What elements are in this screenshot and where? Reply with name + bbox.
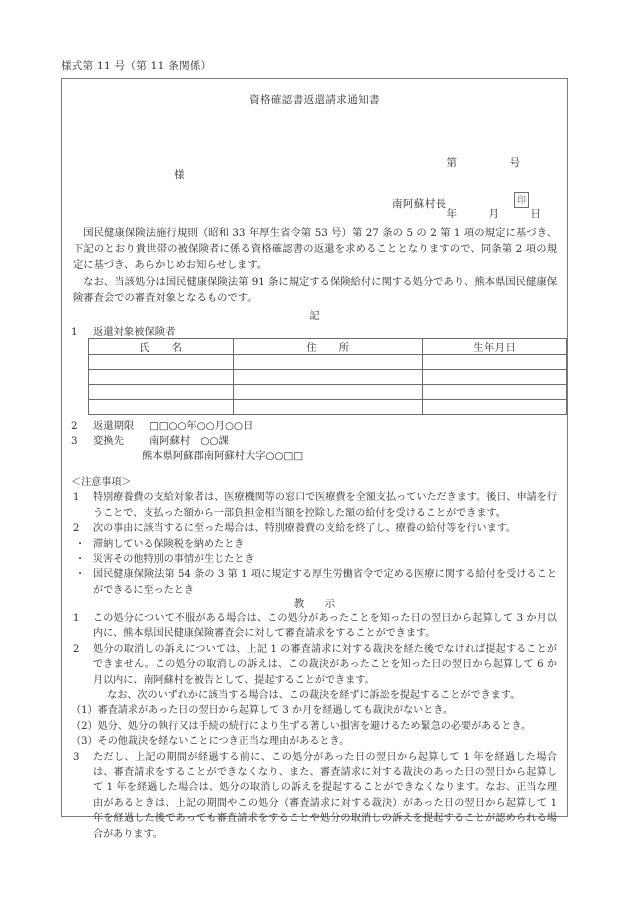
section2-value: □□○○年○○月○○日 [149,420,254,432]
notes-item-marker: 2 [73,523,80,535]
bullet-marker-icon: ・ [75,554,86,566]
instructions-sub-item [71,703,557,718]
insured-persons-table [88,338,567,415]
cell-birthdate[interactable] [423,370,567,385]
ki-marker: 記 [309,310,320,322]
issuer-name: 南阿蘇村長 [392,198,447,210]
instructions-item [71,642,557,688]
seal-stamp-box: 印 [514,192,529,208]
column-header-name: 氏 名 [89,339,234,355]
document-frame [61,78,568,840]
column-header-address: 住 所 [233,339,423,355]
section3-label: 変換先 [93,435,124,447]
form-number-label: 様式第 11 号（第 11 条関係） [61,60,212,72]
table-row[interactable] [89,400,567,415]
section1-heading [71,323,175,338]
issue-date-line: 年 月 日 [446,208,541,220]
sub-item-text: その他裁決を経ないことにつき正当な理由があるとき。 [97,736,350,748]
instructions-item [71,611,557,642]
notes-item [71,490,557,521]
cell-name[interactable] [89,355,234,370]
notes-item-marker: 1 [73,492,80,504]
instructions-item-marker: 2 [73,643,80,655]
page-title: 資格確認書返還請求通知書 [249,94,380,106]
section3-address: 熊本県阿蘇郡南阿蘇村大字○○□□ [142,450,303,462]
body-text-block [73,225,557,306]
section2-number: 2 [71,420,78,432]
cell-address[interactable] [233,370,423,385]
notes-bullet [71,567,557,598]
notes-item [71,521,557,536]
instructions-item-text: ただし、上記の期間が経過する前に、この処分があった日の翌日から起算して 1 年を経過した場合は、審査請求をすることができなくなり、また、審査請求に対する裁決のあった日の翌日から起算して 1 年を経過した場合は、処分の取消しの訴えを提起することができなくなります。なお、正当な理由があるときは、上記の期間やこの処分（審査請求に対する裁決）があった日の翌日から起算して 1 年を経過した後であっても審査請求をすることや処分の取消しの訴えを提起することが認められる場合があります。 [93,751,557,840]
notes-item-text: 次の事由に該当するに至った場合は、特別療養費の支給を終了し、療養の給付等を行います。 [93,523,517,535]
sub-item-text: 処分、処分の執行又は手続の続行により生ずる著しい損害を避けるため緊急の必要があるとき。 [97,720,532,732]
cell-address[interactable] [233,385,423,400]
table-row[interactable] [89,355,567,370]
instructions-heading: 教 示 [293,598,336,610]
sub-item-text: 審査請求があった日の翌日から起算して 3 か月を経過しても裁決がないとき。 [97,705,454,717]
document-frame-inner [62,79,567,840]
column-header-birthdate: 生年月日 [423,339,567,355]
issue-number-line: 第 号 [446,157,520,169]
bullet-marker-icon: ・ [75,569,86,581]
section3-value: 南阿蘇村 ○○課 [149,435,229,447]
body-paragraph-1: 国民健康保険法施行規則（昭和 33 年厚生省令第 53 号）第 27 条の 5 の 2 第 1 項の規定に基づき、下記のとおり貴世帯の被保険者に係る資格確認書の返還を求めることとなりますので、同条第 2 項の規定に基づき、あらかじめお知らせします。 [73,227,557,272]
instructions-item [71,750,557,842]
table-row[interactable] [89,370,567,385]
instructions-sub-item [71,734,557,749]
notes-bullet-text: 国民健康保険法第 54 条の 3 第 1 項に規定する厚生労働省令で定める医療に関する給付を受けることができるに至ったとき [93,569,557,596]
section1-number: 1 [71,326,78,338]
cell-birthdate[interactable] [423,400,567,415]
notes-bullet [71,552,557,567]
instructions-item-marker: 3 [73,751,80,763]
instructions-item-text: 処分の取消しの訴えについては、上記 1 の審査請求に対する裁決を経た後でなければ提起することができません。この処分の取消しの訴えは、この裁決があったことを知った日の翌日から起算して 6 か月以内に、南阿蘇村を被告として、提起することができます。 [93,643,557,686]
body-paragraph-2: なお、当該処分は国民健康保険法第 91 条に規定する保険給付に関する処分であり、熊本県国民健康保険審査会での審査対象となるものです。 [73,275,557,304]
cell-address[interactable] [233,400,423,415]
notes-section [71,475,557,598]
notes-heading: ＜注意事項＞ [71,477,132,488]
sub-item-marker: （1） [71,705,98,717]
cell-address[interactable] [233,355,423,370]
section3-row [71,432,229,447]
notes-bullet-text: 災害その他特別の事情が生じたとき [93,554,255,566]
instructions-item-text: この処分について不服がある場合は、この処分があったことを知った日の翌日から起算して 3 か月以内に、熊本県国民健康保険審査会に対して審査請求をすることができます。 [93,613,557,640]
instructions-sub-item [71,719,557,734]
sub-item-marker: （3） [71,736,98,748]
section3-number: 3 [71,435,78,447]
cell-name[interactable] [89,385,234,400]
cell-name[interactable] [89,400,234,415]
instructions-item-marker: 1 [73,613,80,624]
cell-birthdate[interactable] [423,385,567,400]
notes-item-text: 特別療養費の支給対象者は、医療機関等の窓口で医療費を全額支払っていただきます。後日、申請を行うことで、支払った額から一部負担金相当額を控除した額の給付を受けることができます。 [93,492,557,519]
notes-bullet [71,537,557,552]
cell-birthdate[interactable] [423,355,567,370]
cell-name[interactable] [89,370,234,385]
notes-bullet-text: 滞納している保険税を納めたとき [93,538,245,550]
instructions-section [71,611,557,842]
table-header-row [89,339,567,355]
section2-row [71,417,253,432]
bullet-marker-icon: ・ [75,538,86,550]
instructions-note: なお、次のいずれかに該当する場合は、この裁決を経ずに訴訟を提起することができます。 [107,690,521,702]
section2-label: 返還期限 [93,420,135,432]
section1-label: 返還対象被保険者 [93,326,176,338]
table-row[interactable] [89,385,567,400]
addressee-suffix: 様 [174,169,185,181]
sub-item-marker: （2） [71,720,98,732]
